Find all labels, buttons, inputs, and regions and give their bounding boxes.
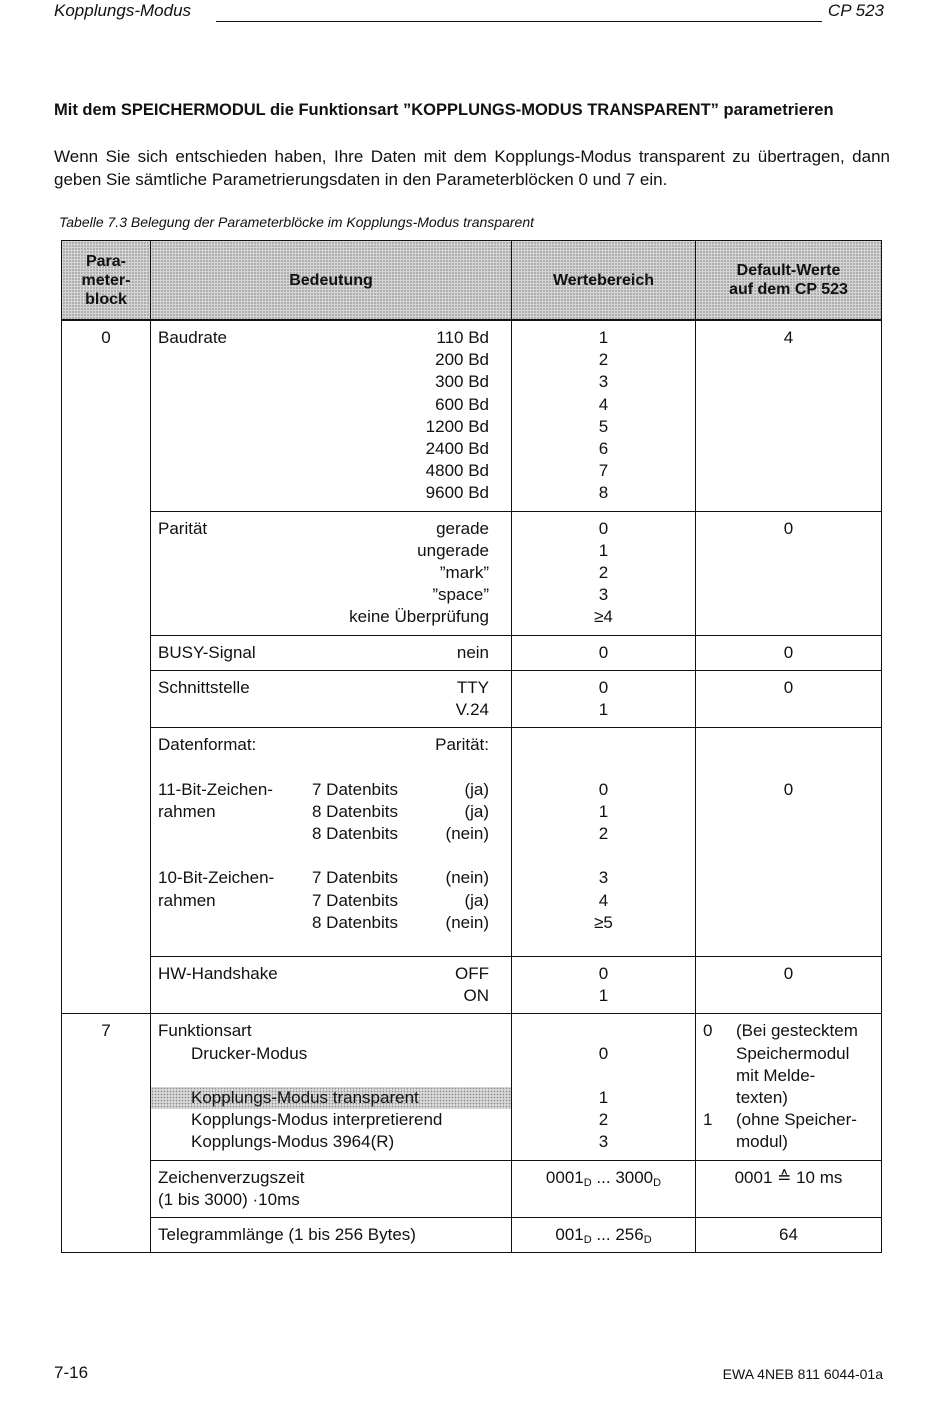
header-default: Default-Werte auf dem CP 523 [696, 241, 882, 321]
table-row-handshake [62, 957, 882, 1014]
zeichenverzug-meaning: Zeichenverzugszeit (1 bis 3000) ·10ms [151, 1160, 512, 1217]
table-row-zeichenverzug [62, 1160, 882, 1217]
block-cell-7: 7 [62, 1014, 151, 1253]
header-range: Wertebereich [512, 241, 696, 321]
handshake-range: 0 1 [512, 957, 696, 1014]
busy-range: 0 [512, 635, 696, 670]
header-meaning: Bedeutung [151, 241, 512, 321]
baudrate-range: 1 2 3 4 5 6 7 8 [512, 320, 696, 511]
table-row-datenformat [62, 728, 882, 957]
intro-paragraph: Wenn Sie sich entschieden haben, Ihre Daten mit dem Kopplungs-Modus transparent zu übertragen, dann geben Sie sämtliche Parametrierungsdaten in den Parameterblöcken 0 und 7 ein. [54, 147, 890, 189]
zeichenverzug-default: 0001 ≙ 10 ms [696, 1160, 882, 1217]
telegramm-default: 64 [696, 1218, 882, 1253]
table-header-row [62, 241, 882, 321]
baudrate-default: 4 [696, 320, 882, 511]
busy-meaning: BUSY-Signal nein [151, 635, 512, 670]
datenformat-meaning: Datenformat: Parität: 11-Bit-Zeichen- 7 Datenbits (ja) rahmen 8 Datenbits (ja) 8 Datenbits (nein) 10-Bit-Zeichen- 7 Datenbits (nein) rahmen 7 Datenbits (ja) 8 Datenbits (nein) [151, 728, 512, 957]
table-row-busy [62, 635, 882, 670]
document-number: EWA 4NEB 811 6044-01a [722, 1366, 883, 1382]
telegramm-range: $001_D$ ... $256_D$ [512, 1218, 696, 1253]
paritaet-range: 0 1 2 3 ≥4 [512, 511, 696, 635]
highlighted-option: Kopplungs-Modus transparent [151, 1087, 511, 1109]
header-block: Para- meter- block [62, 241, 151, 321]
datenformat-default: 0 [696, 728, 882, 957]
table-row-funktionsart [62, 1014, 882, 1160]
handshake-default: 0 [696, 957, 882, 1014]
section-title: Mit dem SPEICHERMODUL die Funktionsart ”KOPPLUNGS-MODUS TRANSPARENT” parametrieren [54, 101, 834, 119]
table-row-schnittstelle [62, 670, 882, 727]
paritaet-meaning: Parität gerade ungerade ”mark” ”space” keine Überprüfung [151, 511, 512, 635]
busy-default: 0 [696, 635, 882, 670]
parameter-table [61, 240, 882, 1253]
page-number: 7-16 [54, 1363, 89, 1382]
schnittstelle-range: 0 1 [512, 670, 696, 727]
baudrate-meaning: Baudrate 110 Bd 200 Bd 300 Bd 600 Bd 1200 Bd 2400 Bd 4800 Bd 9600 Bd [151, 320, 512, 511]
table-caption: Tabelle 7.3 Belegung der Parameterblöcke im Kopplungs-Modus transparent [59, 214, 534, 230]
running-header-product: CP 523 [827, 1, 884, 20]
funktionsart-meaning: Funktionsart Drucker-Modus Kopplungs-Modus transparent Kopplungs-Modus interpretierend Kopplungs-Modus 3964(R) [151, 1014, 512, 1160]
table-row-paritaet [62, 511, 882, 635]
paritaet-default: 0 [696, 511, 882, 635]
block-cell-0: 0 [62, 320, 151, 1014]
schnittstelle-meaning: Schnittstelle TTY V.24 [151, 670, 512, 727]
funktionsart-range: 0 1 2 3 [512, 1014, 696, 1160]
handshake-meaning: HW-Handshake OFF ON [151, 957, 512, 1014]
zeichenverzug-range: $0001_D$ ... $3000_D$ [512, 1160, 696, 1217]
running-header-title: Kopplungs-Modus [54, 1, 192, 20]
table-row-baudrate [62, 320, 882, 511]
header-rule [216, 21, 822, 22]
telegramm-meaning: Telegrammlänge (1 bis 256 Bytes) [151, 1218, 512, 1253]
table-row-telegramm [62, 1218, 882, 1253]
datenformat-range: 0 1 2 3 4 ≥5 [512, 728, 696, 957]
schnittstelle-default: 0 [696, 670, 882, 727]
funktionsart-default: 0 (Bei gestecktem Speichermodul mit Melde- texten) 1 (ohne Speicher- modul) [696, 1014, 882, 1160]
